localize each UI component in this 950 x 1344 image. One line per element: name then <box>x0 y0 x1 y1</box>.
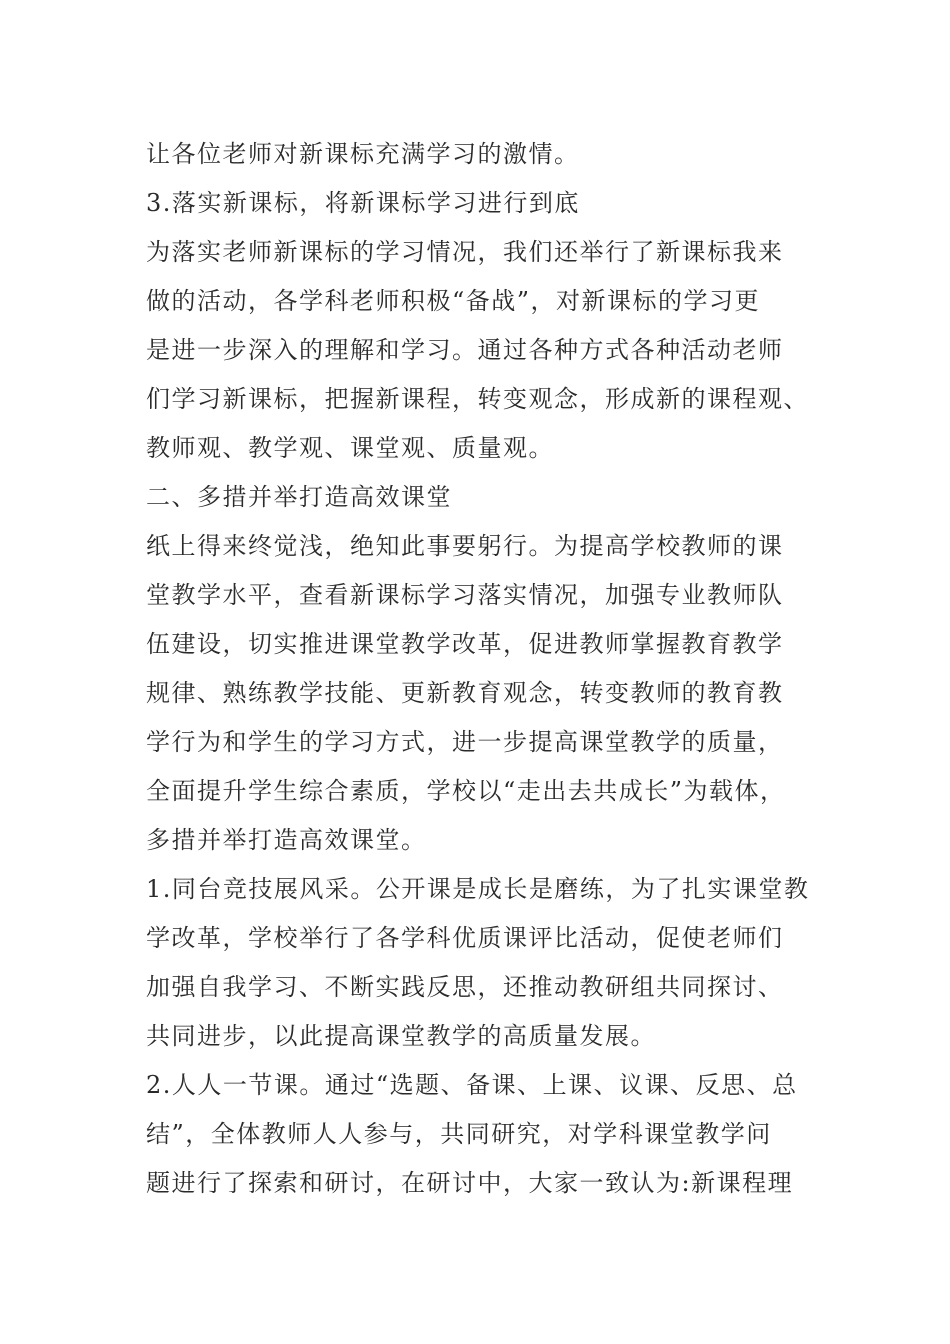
text-line: 全面提升学生综合素质，学校以“走出去共成长”为载体， <box>146 777 786 805</box>
text-line: 共同进步，以此提高课堂教学的高质量发展。 <box>146 1022 656 1050</box>
text-line: 做的活动，各学科老师积极“备战”，对新课标的学习更 <box>146 287 761 315</box>
text-line: 结”，全体教师人人参与，共同研究，对学科课堂教学问 <box>146 1120 772 1148</box>
text-line: 规律、熟练教学技能、更新教育观念，转变教师的教育教 <box>146 679 784 707</box>
text-line: 为落实老师新课标的学习情况，我们还举行了新课标我来 <box>146 238 784 266</box>
text-line: 教师观、教学观、课堂观、质量观。 <box>146 434 554 462</box>
text-line: 题进行了探索和研讨，在研讨中，大家一致认为:新课程理 <box>146 1169 794 1197</box>
text-line: 加强自我学习、不断实践反思，还推动教研组共同探讨、 <box>146 973 784 1001</box>
section-heading: 2.人人一节课。通过“选题、备课、上课、议课、反思、总 <box>146 1071 798 1099</box>
text-line: 伍建设，切实推进课堂教学改革，促进教师掌握教育教学 <box>146 630 784 658</box>
text-line: 们学习新课标，把握新课程，转变观念，形成新的课程观、 <box>146 385 809 413</box>
section-heading: 1.同台竞技展风采。公开课是成长是磨练，为了扎实课堂教 <box>146 875 810 903</box>
text-line: 学行为和学生的学习方式，进一步提高课堂教学的质量， <box>146 728 784 756</box>
text-line: 多措并举打造高效课堂。 <box>146 826 427 854</box>
text-line: 是进一步深入的理解和学习。通过各种方式各种活动老师 <box>146 336 784 364</box>
text-line: 纸上得来终觉浅，绝知此事要躬行。为提高学校教师的课 <box>146 532 784 560</box>
text-line: 学改革，学校举行了各学科优质课评比活动，促使老师们 <box>146 924 784 952</box>
document-body <box>146 130 816 1208</box>
section-heading: 3.落实新课标，将新课标学习进行到底 <box>146 189 580 217</box>
text-line: 让各位老师对新课标充满学习的激情。 <box>146 140 580 168</box>
text-line: 堂教学水平，查看新课标学习落实情况，加强专业教师队 <box>146 581 784 609</box>
section-heading: 二、多措并举打造高效课堂 <box>146 483 452 511</box>
